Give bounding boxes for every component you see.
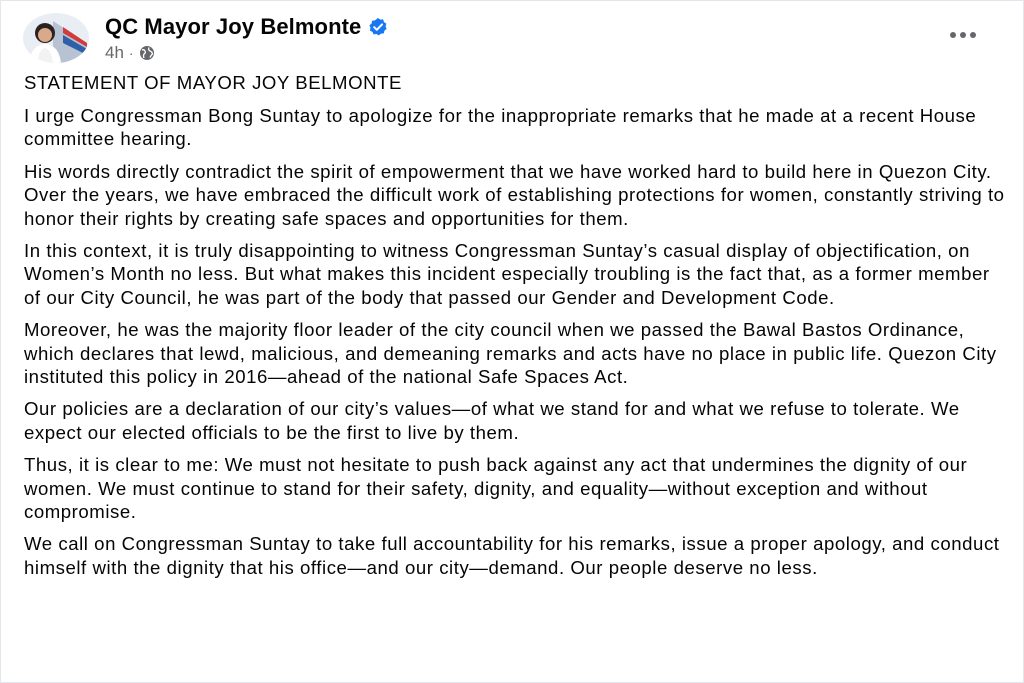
post-header: [23, 11, 388, 65]
post-paragraph: Thus, it is clear to me: We must not hesitate to push back against any act that undermines the dignity of our women. We must continue to stand for their safety, dignity, and equality—without exception and without compromise.: [24, 454, 968, 522]
meta-separator: ·: [128, 44, 134, 61]
globe-icon[interactable]: [139, 45, 155, 61]
post-paragraph: We call on Congressman Suntay to take full accountability for his remarks, issue a proper apology, and conduct himself with the dignity that his office—and our city—demand. Our people deserve no less.: [24, 533, 1000, 578]
more-dot: [970, 32, 976, 38]
statement-title: STATEMENT OF MAYOR JOY BELMONTE: [24, 72, 402, 93]
name-row: [105, 13, 388, 41]
page-name[interactable]: QC Mayor Joy Belmonte: [105, 13, 362, 39]
post-meta: [105, 42, 388, 64]
post-header-text: [105, 13, 388, 64]
avatar-photo: [23, 13, 89, 63]
post-paragraph: Moreover, he was the majority floor leader of the city council when we passed the Bawal Bastos Ordinance, which declares that lewd, malicious, and demeaning remarks and acts have no place in public life. Quezon City instituted this policy in 2016—ahead of the national Safe Spaces Act.: [24, 319, 997, 387]
post-paragraph: Our policies are a declaration of our city’s values—of what we stand for and what we refuse to tolerate. We expect our elected officials to be the first to live by them.: [24, 398, 960, 443]
more-options-icon[interactable]: [943, 23, 983, 47]
post-body: [24, 71, 1009, 588]
avatar[interactable]: [23, 13, 89, 63]
post-paragraph: I urge Congressman Bong Suntay to apologize for the inappropriate remarks that he made at a recent House committee hearing.: [24, 105, 977, 150]
post-paragraph: In this context, it is truly disappointing to witness Congressman Suntay’s casual display of objectification, on Women’s Month no less. But what makes this incident especially troubling is the fact that, as a former member of our City Council, he was part of the body that passed our Gender and Development Code.: [24, 240, 990, 308]
post-timestamp[interactable]: 4h: [105, 42, 124, 62]
verified-badge-icon: [368, 17, 388, 37]
more-dot: [950, 32, 956, 38]
post-paragraph: His words directly contradict the spirit of empowerment that we have worked hard to build here in Quezon City. Over the years, we have embraced the difficult work of establishing protections for women, constantly striving to honor their rights by creating safe spaces and opportunities for them.: [24, 161, 1005, 229]
more-dot: [960, 32, 966, 38]
